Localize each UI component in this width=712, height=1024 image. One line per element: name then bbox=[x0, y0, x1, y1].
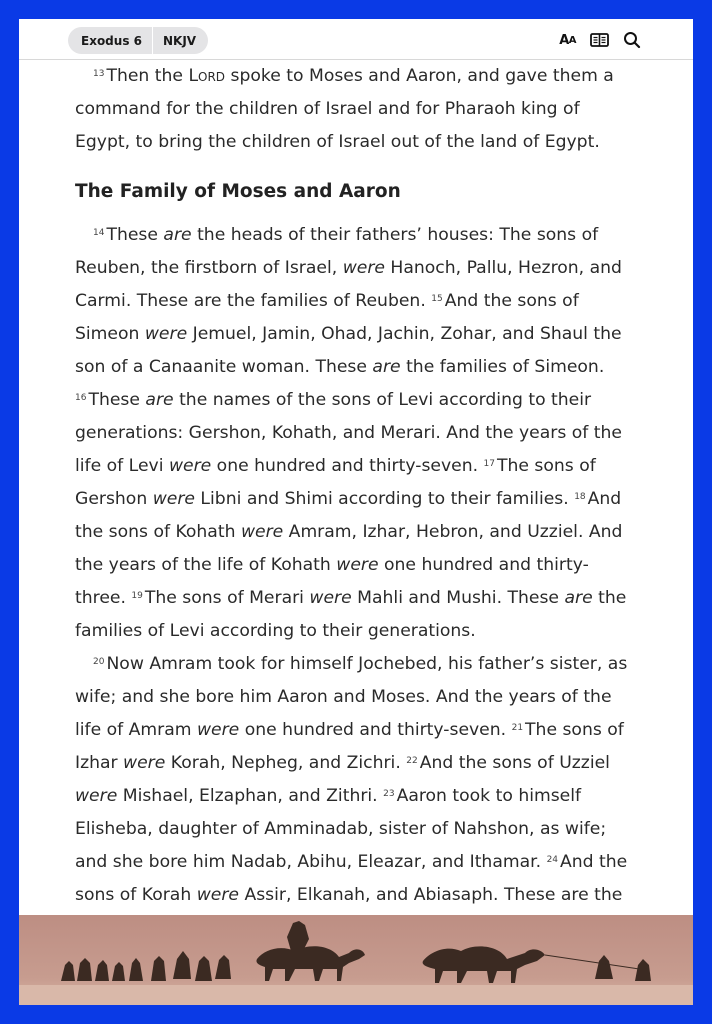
caravan-illustration bbox=[19, 915, 693, 1005]
scripture-text bbox=[75, 60, 635, 945]
book-chapter-button[interactable]: Exodus 6 bbox=[81, 33, 142, 48]
paragraph: $^{14}$ These are the heads of their fathers’ houses: The sons of Reuben, the firstborn of Israel, were Hanoch, Pallu, Hezron, and Carmi. These are the families of Reuben. $^{15}$ And the sons of Simeon were Jemuel, Jamin, Ohad, Jachin, Zohar, and Shaul the son of a Canaanite woman. These are the families of Simeon. $^{16}$ These are the names of the sons of Levi according to their generations: Gershon, Kohath, and Merari. And the years of the life of Levi were one hundred and thirty-seven. $^{17}$ The sons of Gershon were Libni and Shimi according to their families. $^{18}$ And the sons of Kohath were Amram, Izhar, Hebron, and Uzziel. And the years of the life of Kohath were one hundred and thirty-three. $^{19}$ The sons of Merari were Mahli and Mushi. These are the families of Levi according to their generations. bbox=[75, 225, 627, 641]
verse-number: 17 bbox=[483, 459, 495, 470]
verse-number: 13 bbox=[93, 69, 105, 80]
verse-number: 23 bbox=[383, 789, 395, 800]
reader-page bbox=[19, 19, 693, 1005]
verse-number: 18 bbox=[574, 492, 586, 503]
verse-number: 19 bbox=[131, 591, 143, 602]
reader-toolbar bbox=[19, 19, 693, 60]
search-icon[interactable] bbox=[623, 31, 641, 49]
paragraph: $^{20}$ Now Amram took for himself Jochebed, his father’s sister, as wife; and she bore him Aaron and Moses. And the years of the life of Amram were one hundred and thirty-seven. $^{21}$ The sons of Izhar were Korah, Nepheg, and Zichri. $^{22}$ And the sons of Uzziel were Mishael, Elzaphan, and Zithri. $^{23}$ Aaron took to himself Elisheba, daughter of Amminadab, sister of Nahshon, as wife; and she bore him Nadab, Abihu, Eleazar, and Ithamar. $^{24}$ And the sons of Korah were Assir, Elkanah, and Abiasaph. These are the bbox=[75, 654, 628, 905]
paragraph: $^{13}$ Then the Lord spoke to Moses and Aaron, and gave them a command for the children of Israel and for Pharaoh king of Egypt, to bring the children of Israel out of the land of Egypt. bbox=[75, 66, 614, 152]
reader-view-icon[interactable] bbox=[590, 31, 609, 49]
toolbar-actions bbox=[559, 31, 641, 49]
verse-number: 15 bbox=[431, 294, 443, 305]
version-button[interactable]: NKJV bbox=[152, 27, 208, 54]
verse-number: 24 bbox=[546, 855, 559, 866]
text-size-icon[interactable]: A A bbox=[559, 32, 576, 48]
chapter-version-selector bbox=[68, 27, 208, 54]
section-heading: The Family of Moses and Aaron bbox=[75, 181, 401, 202]
verse-number: 22 bbox=[406, 756, 418, 767]
verse-number: 16 bbox=[75, 393, 87, 404]
verse-number: 20 bbox=[93, 657, 105, 668]
caravan-silhouettes bbox=[19, 915, 693, 1005]
verse-number: 14 bbox=[93, 228, 105, 239]
verse-number: 21 bbox=[511, 723, 524, 734]
